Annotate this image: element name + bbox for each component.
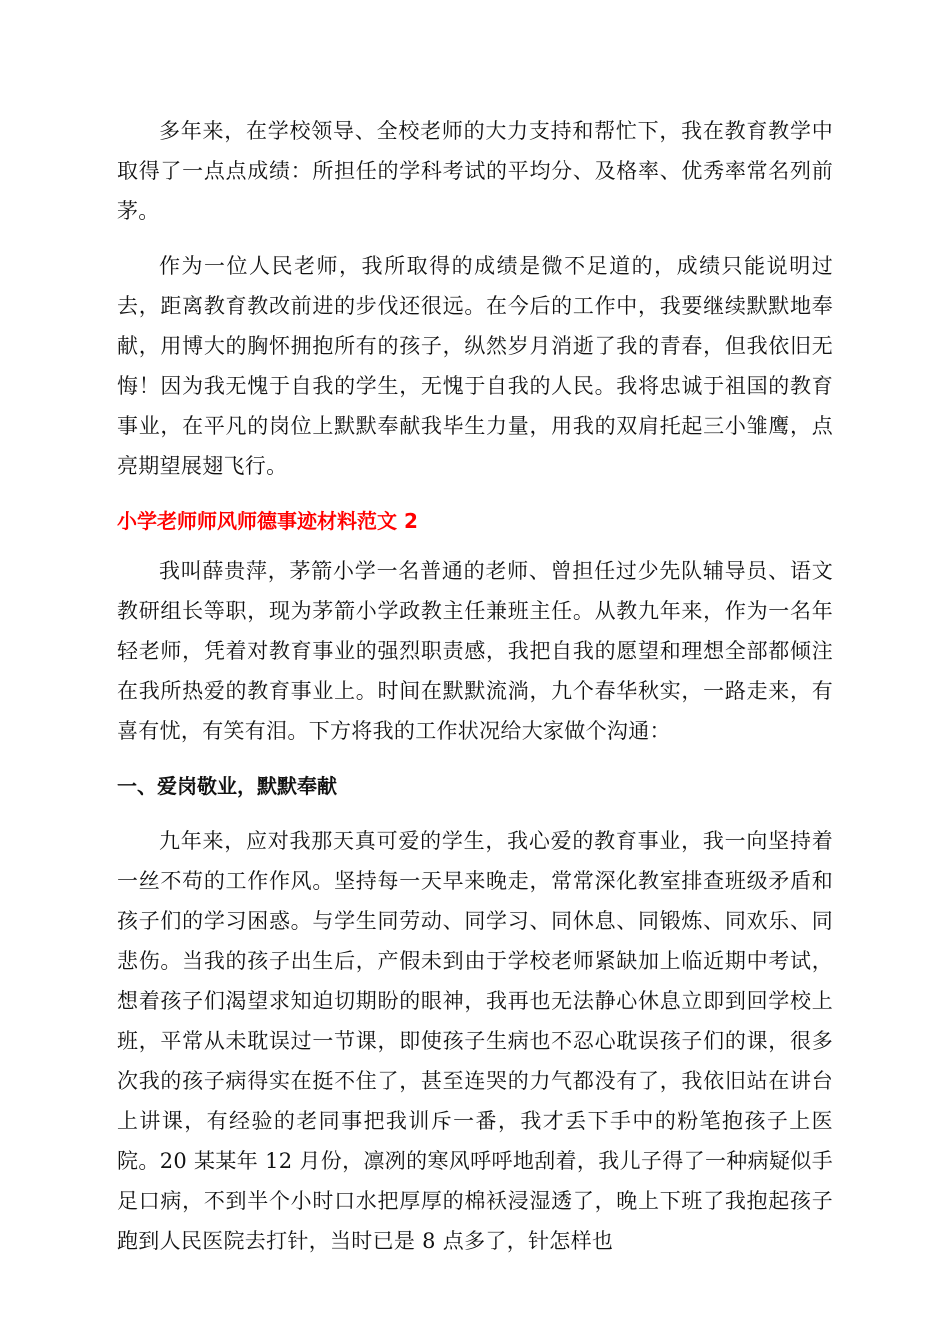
paragraph-dedication: 作为一位人民老师，我所取得的成绩是微不足道的，成绩只能说明过去，距离教育教改前进的步伐还很远。在今后的工作中，我要继续默默地奉献，用博大的胸怀拥抱所有的孩子，纵然岁月消逝了我的青春，但我依旧无悔！因为我无愧于自我的学生，无愧于自我的人民。我将忠诚于祖国的教育事业，在平凡的岗位上默默奉献我毕生力量，用我的双肩托起三小雏鹰，点亮期望展翅飞行。 <box>117 254 833 478</box>
paragraph-introduction: 我叫薛贵萍，茅箭小学一名普通的老师、曾担任过少先队辅导员、语文教研组长等职，现为茅箭小学政教主任兼班主任。从教九年来，作为一名年轻老师，凭着对教育事业的强烈职责感，我把自我的愿望和理想全部都倾注在我所热爱的教育事业上。时间在默默流淌，九个春华秋实，一路走来，有喜有忧，有笑有泪。下方将我的工作状况给大家做个沟通： <box>117 559 833 743</box>
paragraph-nine-years: 九年来，应对我那天真可爱的学生，我心爱的教育事业，我一向坚持着一丝不苟的工作作风。坚持每一天早来晚走，常常深化教室排查班级矛盾和孩子们的学习困惑。与学生同劳动、同学习、同休息、同锻炼、同欢乐、同悲伤。当我的孩子出生后，产假未到由于学校老师紧缺加上临近期中考试，想着孩子们渴望求知迫切期盼的眼神，我再也无法静心休息立即到回学校上班，平常从未耽误过一节课，即使孩子生病也不忍心耽误孩子们的课，很多次我的孩子病得实在挺不住了，甚至连哭的力气都没有了，我依旧站在讲台上讲课，有经验的老同事把我训斥一番，我才丢下手中的粉笔抱孩子上医院。20 某某年 12 月份，凛冽的寒风呼呼地刮着，我儿子得了一种病疑似手足口病，不到半个小时口水把厚厚的棉袄浸湿透了，晚上下班了我抱起孩子跑到人民医院去打针，当时已是 8 点多了，针怎样也 <box>117 829 833 1253</box>
subheading-love-of-work: 一、爱岗敬业，默默奉献 <box>117 774 337 798</box>
section-title: 小学老师师风师德事迹材料范文 2 <box>117 509 418 533</box>
document-body <box>117 111 833 1261</box>
paragraph-achievements: 多年来，在学校领导、全校老师的大力支持和帮忙下，我在教育教学中取得了一点点成绩：所担任的学科考试的平均分、及格率、优秀率常名列前茅。 <box>117 119 833 223</box>
